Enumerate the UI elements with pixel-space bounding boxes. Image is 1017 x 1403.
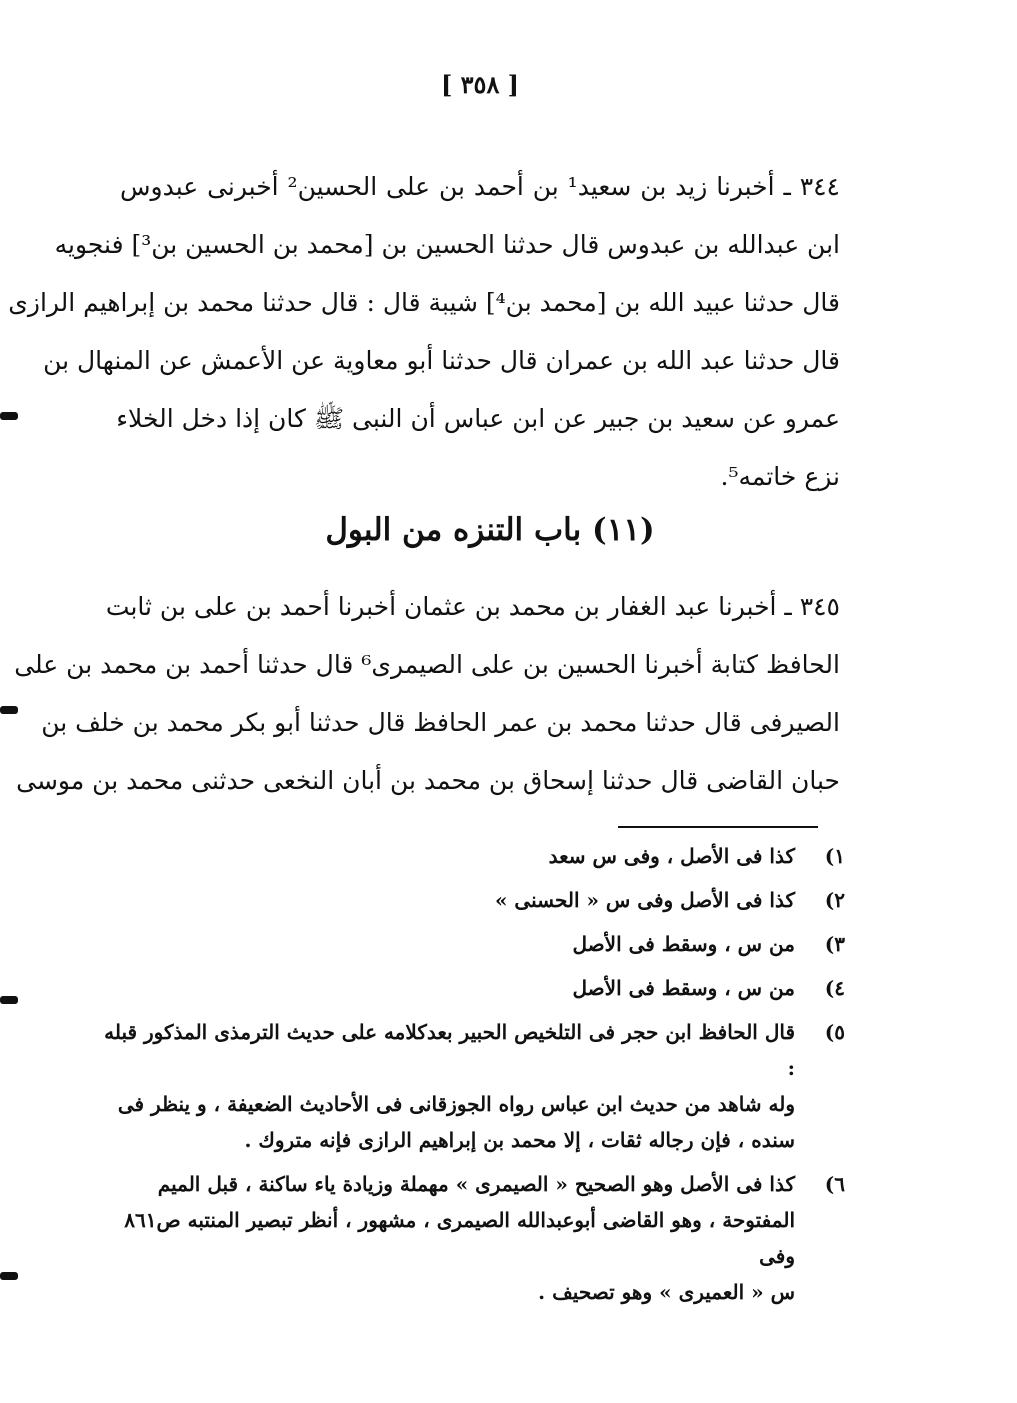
- footnote-text: [100, 882, 795, 918]
- hadith-345-paragraph: [14, 578, 840, 810]
- footnote-number: ١): [824, 844, 845, 868]
- scan-edge-mark: [0, 706, 18, 714]
- footnote-line: كذا فى الأصل وهو الصحيح « الصيمرى » مهملة وزيادة ياء ساكنة ، قبل الميم: [157, 1172, 795, 1196]
- footnotes: [100, 838, 845, 1318]
- text-line: قال حدثنا عبيد الله بن [محمد بن⁴] شيبة قال : قال حدثنا محمد بن إبراهيم الرازى: [8, 288, 840, 317]
- text-line: نزع خاتمه⁵.: [720, 462, 840, 491]
- footnote-line: سنده ، فإن رجاله ثقات ، إلا محمد بن إبراهيم الرازى فإنه متروك .: [244, 1128, 795, 1152]
- footnote: [100, 1014, 845, 1158]
- footnote: [100, 926, 845, 962]
- footnote-number: ٤): [824, 976, 845, 1000]
- footnote-divider: [618, 826, 818, 828]
- footnote-text: [100, 970, 795, 1006]
- hadith-344-paragraph: [8, 158, 840, 506]
- footnote-line: س « العميرى » وهو تصحيف .: [538, 1280, 795, 1304]
- footnote: [100, 838, 845, 874]
- page-number: [ ٣٥٨ ]: [440, 70, 520, 99]
- text-line: ابن عبدالله بن عبدوس قال حدثنا الحسين بن [محمد بن الحسين بن³] فنجويه: [54, 230, 840, 259]
- footnote-line: كذا فى الأصل ، وفى س سعد: [548, 844, 795, 868]
- scan-edge-mark: [0, 996, 18, 1004]
- chapter-heading: (١١) باب التنزه من البول: [325, 512, 655, 548]
- footnote-number: ٥): [824, 1020, 845, 1044]
- text-line: الحافظ كتابة أخبرنا الحسين بن على الصيمرى⁶ قال حدثنا أحمد بن محمد بن على: [14, 650, 840, 679]
- text-line: حبان القاضى قال حدثنا إسحاق بن محمد بن أبان النخعى حدثنى محمد بن موسى: [16, 766, 840, 795]
- scan-edge-mark: [0, 1272, 18, 1280]
- text-line: ٣٤٥ ـ أخبرنا عبد الغفار بن محمد بن عثمان أخبرنا أحمد بن على بن ثابت: [105, 592, 840, 621]
- footnote-text: [100, 926, 795, 962]
- text-line: عمرو عن سعيد بن جبير عن ابن عباس أن النبى ﷺ كان إذا دخل الخلاء: [116, 404, 840, 433]
- footnote-text: [100, 838, 795, 874]
- footnote-line: قال الحافظ ابن حجر فى التلخيص الحبير بعدكلامه على حديث الترمذى المذكور قبله :: [104, 1020, 795, 1080]
- scan-edge-mark: [0, 412, 18, 420]
- footnote-text: [100, 1014, 795, 1158]
- text-line: ٣٤٤ ـ أخبرنا زيد بن سعيد¹ بن أحمد بن على الحسين² أخبرنى عبدوس: [120, 172, 840, 201]
- footnote-line: وله شاهد من حديث ابن عباس رواه الجوزقانى فى الأحاديث الضعيفة ، و ينظر فى: [117, 1092, 795, 1116]
- footnote: [100, 882, 845, 918]
- footnote: [100, 1166, 845, 1310]
- footnote-number: ٢): [824, 888, 845, 912]
- footnote-line: كذا فى الأصل وفى س « الحسنى »: [494, 888, 795, 912]
- footnote-number: ٦): [824, 1172, 845, 1196]
- footnote-text: [100, 1166, 795, 1310]
- footnote: [100, 970, 845, 1006]
- footnote-line: من س ، وسقط فى الأصل: [572, 932, 795, 956]
- text-line: الصيرفى قال حدثنا محمد بن عمر الحافظ قال حدثنا أبو بكر محمد بن خلف بن: [41, 708, 840, 737]
- text-line: قال حدثنا عبد الله بن عمران قال حدثنا أبو معاوية عن الأعمش عن المنهال بن: [43, 346, 840, 375]
- footnote-line: المفتوحة ، وهو القاضى أبوعبدالله الصيمرى ، مشهور ، أنظر تبصير المنتبه ص٨٦١ وفى: [124, 1208, 795, 1268]
- footnote-line: من س ، وسقط فى الأصل: [572, 976, 795, 1000]
- footnote-number: ٣): [824, 932, 845, 956]
